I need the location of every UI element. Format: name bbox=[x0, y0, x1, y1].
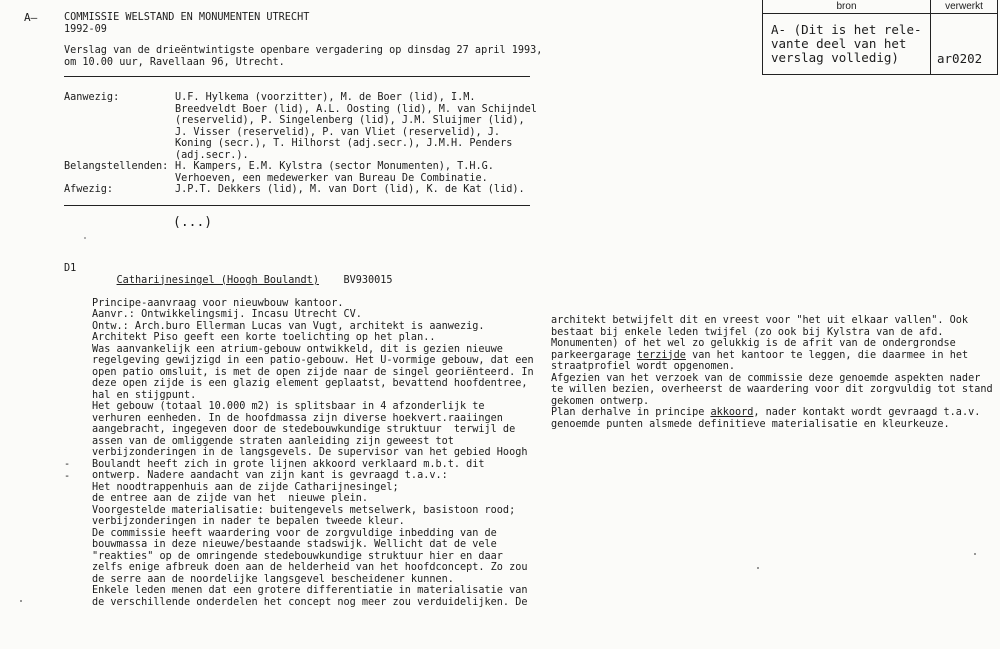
item-number: D1 bbox=[64, 263, 77, 274]
report-title: Verslag van de drieëntwintigste openbare vergadering op dinsdag 27 april 1993, bbox=[64, 45, 543, 56]
present-line: Breedveldt Boer (lid), A.L. Oosting (lid), M. van Schijndel bbox=[175, 103, 537, 115]
omission-ellipsis: (...) bbox=[173, 215, 213, 230]
stamp-code: ar0202 bbox=[937, 51, 983, 66]
continuation-column bbox=[551, 315, 993, 430]
item-text-line: bouwmassa in deze nieuwe/bestaande stadswijk. Wellicht dat de vele bbox=[92, 539, 497, 550]
continuation-line: Monumenten) of het wel zo gelukkig is de afrit van de ondergrondse bbox=[551, 338, 956, 349]
present-line: (adj.secr.). bbox=[175, 149, 249, 161]
item-text-line: aangebracht, ingegeven door de stedebouwkundige struktuur terwijl de bbox=[92, 424, 516, 435]
item-text-line: Ontw.: Arch.buro Ellerman Lucas van Vugt, architekt is aanwezig. bbox=[92, 320, 485, 332]
item-text-line: De commissie heeft waardering voor de zorgvuldige inbedding van de bbox=[92, 527, 497, 539]
stamp-note-line: A- (Dit is het rele- bbox=[771, 22, 922, 37]
absent-line: J.P.T. Dekkers (lid), M. van Dort (lid), K. de Kat (lid). bbox=[175, 184, 525, 195]
paper-speck bbox=[757, 567, 759, 569]
item-text-line: regelgeving gewijzigd in een patio-gebouw. Het U-vormige gebouw, dat een bbox=[92, 355, 534, 366]
item-text-line: Aanvr.: Ontwikkelingsmij. Incasu Utrecht CV. bbox=[92, 309, 362, 320]
present-label: Aanwezig: bbox=[64, 92, 120, 103]
archive-stamp bbox=[762, 0, 998, 75]
item-text-line: verbijzonderingen in nader te bepalen tweede kleur. bbox=[92, 516, 405, 527]
committee-name: COMMISSIE WELSTAND EN MONUMENTEN UTRECHT bbox=[64, 12, 310, 23]
interested-line: Verhoeven, een medewerker van Bureau De Combinatie. bbox=[175, 172, 488, 184]
item-text-line: Architekt Piso geeft een korte toelichting op het plan.. bbox=[92, 332, 436, 343]
item-code: BV930015 bbox=[343, 274, 393, 286]
interested-line: H. Kampers, E.M. Kylstra (sector Monumenten), T.H.G. bbox=[175, 161, 494, 172]
item-text-line: Was aanvankelijk een atrium-gebouw ontwikkeld, dit is gezien nieuwe bbox=[92, 343, 503, 355]
item-text-line: de verschillende onderdelen het concept nog meer zou verduidelijken. De bbox=[92, 596, 528, 608]
item-text-line: Boulandt heeft zich in grote lijnen akkoord verklaard m.b.t. dit bbox=[92, 458, 485, 470]
margin-mark: A— bbox=[24, 11, 38, 24]
header-divider bbox=[64, 76, 530, 77]
bullet-dash: - bbox=[64, 459, 71, 470]
paper-speck bbox=[974, 553, 976, 555]
item-text-line: Enkele leden menen dat een grotere differentiatie in materialisatie van bbox=[92, 585, 528, 596]
present-list bbox=[175, 92, 537, 161]
item-text-line: assen van de omliggende straten aanleiding zijn geweest tot bbox=[92, 435, 454, 447]
continuation-line: gekomen ontwerp. bbox=[551, 395, 650, 407]
present-line: Koning (secr.), T. Hilhorst (adj.secr.), J.M.H. Penders bbox=[175, 138, 513, 149]
absent-label: Afwezig: bbox=[64, 184, 114, 195]
item-text-line: de serre aan de noordelijke langsgevel bescheidener kunnen. bbox=[92, 573, 454, 585]
meeting-number: 1992-09 bbox=[64, 23, 107, 35]
item-text-line: Het gebouw (totaal 10.000 m2) is splitsbaar in 4 afzonderlijk te bbox=[92, 401, 485, 412]
item-text-line: Principe-aanvraag voor nieuwbouw kantoor. bbox=[92, 297, 344, 309]
underlined-terzijde: terzijde bbox=[636, 349, 686, 361]
item-text-line: zelfs enige afbreuk doen aan de helderheid van het hoofdconcept. Zo zou bbox=[92, 562, 528, 573]
item-text-line: verhuren eenheden. In de hoofdmassa zijn diverse hoekvert.raaiingen bbox=[92, 412, 503, 424]
stamp-col-verwerkt: verwerkt bbox=[931, 0, 997, 14]
paper-speck bbox=[20, 600, 22, 602]
interested-label: Belangstellenden: bbox=[64, 161, 169, 172]
continuation-line: bestaat bij enkele leden twijfel (zo ook bij Kylstra van de afd. bbox=[551, 326, 944, 338]
continuation-line: genoemde punten alsmede definitieve materialisatie en kleurkeuze. bbox=[551, 418, 950, 430]
stamp-note bbox=[771, 23, 922, 65]
item-text-line: open patio omsluit, is met de open zijde naar de singel georiënteerd. In bbox=[92, 366, 534, 378]
continuation-line: te willen bezien, overheerst de waardering voor dit zorgvuldig tot stand bbox=[551, 384, 993, 395]
item-text-line: hal en stijgpunt. bbox=[92, 389, 197, 401]
stamp-divider bbox=[930, 0, 931, 74]
agenda-item-d1 bbox=[92, 263, 534, 608]
stamp-col-bron: bron bbox=[763, 0, 930, 14]
present-line: J. Visser (reservelid), P. van Vliet (reservelid), J. bbox=[175, 126, 501, 138]
continuation-line: parkeergarage terzijde van het kantoor te leggen, die daarmee in het bbox=[551, 349, 969, 361]
item-text-line: Voorgestelde materialisatie: buitengevels metselwerk, basistoon rood; bbox=[92, 504, 516, 516]
underlined-akkoord: akkoord bbox=[710, 407, 754, 418]
item-text-line: "reakties" op de omringende stedebouwkundige struktuur hier en daar bbox=[92, 550, 503, 562]
paper-speck bbox=[84, 237, 86, 239]
item-title: Catharijnesingel (Hoogh Boulandt) bbox=[116, 274, 319, 286]
report-time-place: om 10.00 uur, Ravellaan 96, Utrecht. bbox=[64, 56, 285, 68]
bullet-text: Het noodtrappenhuis aan de zijde Catharijnesingel; bbox=[92, 481, 399, 493]
continuation-line: Afgezien van het verzoek van de commissie deze genoemde aspekten nader bbox=[551, 372, 981, 384]
bullet-dash: - bbox=[64, 470, 71, 482]
stamp-note-line: vante deel van het bbox=[771, 36, 907, 51]
present-line: (reservelid), P. Singelenberg (lid), J.M. Sluijmer (lid), bbox=[175, 115, 525, 126]
document-header bbox=[64, 12, 542, 68]
interested-list bbox=[175, 161, 494, 184]
bullet-text: de entree aan de zijde van het nieuwe plein. bbox=[92, 493, 369, 504]
continuation-line: architekt betwijfelt dit en vreest voor "het uit elkaar vallen". Ook bbox=[551, 315, 969, 326]
attendance-divider bbox=[64, 205, 530, 206]
item-text-line: deze open zijde is een glazig element geplaatst, bevattend hoofdentree, bbox=[92, 378, 528, 389]
stamp-note-line: verslag volledig) bbox=[771, 50, 899, 65]
present-line: U.F. Hylkema (voorzitter), M. de Boer (lid), I.M. bbox=[175, 92, 476, 103]
continuation-line: Plan derhalve in principe akkoord, nader kontakt wordt gevraagd t.a.v. bbox=[551, 407, 981, 418]
continuation-line: straatprofiel wordt opgenomen. bbox=[551, 361, 736, 372]
item-text-line: ontwerp. Nadere aandacht van zijn kant is gevraagd t.a.v.: bbox=[92, 470, 448, 481]
item-text-line: verbijzonderingen in de langsgevels. De supervisor van het gebied Hoogh bbox=[92, 447, 528, 458]
